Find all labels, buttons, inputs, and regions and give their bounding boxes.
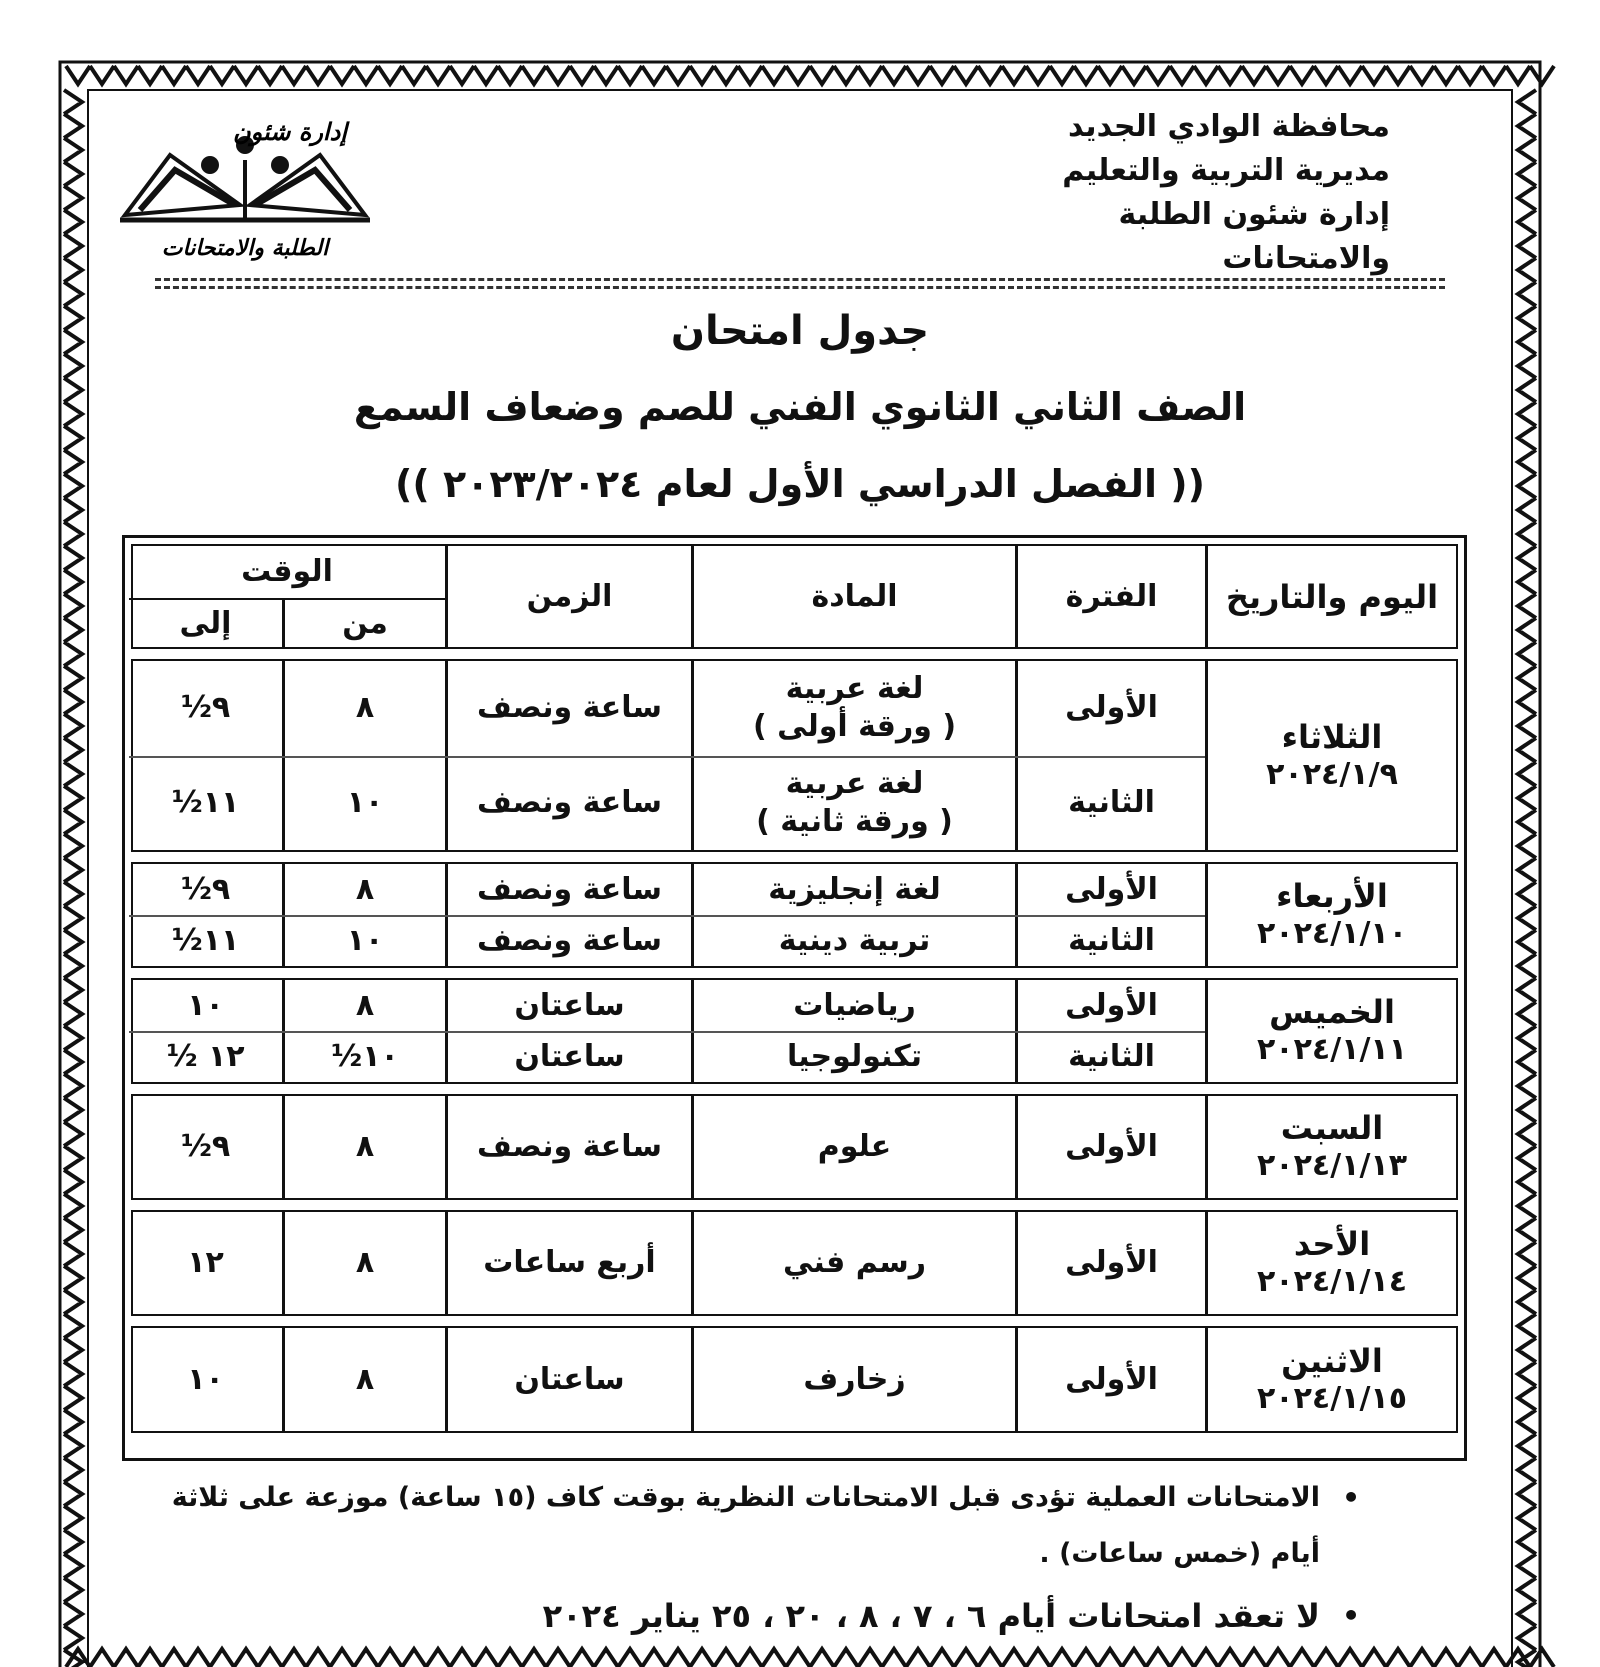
duration-cell: ساعة ونصف [476, 1129, 663, 1164]
to-cell: ٩½ [180, 690, 231, 726]
to-cell: ١٠ [187, 987, 224, 1023]
to-cell: ١١½ [171, 784, 240, 820]
day-cell [1208, 661, 1456, 850]
subject-cell: علوم [817, 1129, 892, 1164]
exam-date: ٢٠٢٤/١/١٥ [1256, 1380, 1408, 1416]
duration-cell: ساعة ونصف [476, 871, 663, 907]
day-name: الخميس [1269, 993, 1395, 1031]
header-period: الفترة [1065, 578, 1158, 614]
day-name: الأربعاء [1276, 877, 1388, 915]
day-cell [1208, 1328, 1456, 1431]
period-cell: الثانية [1068, 1038, 1155, 1074]
subject-cell: زخارف [803, 1361, 906, 1397]
header-time: الوقت [241, 554, 333, 589]
day-group [131, 1094, 1458, 1200]
duration-cell: ساعتان [514, 987, 625, 1023]
exam-date: ٢٠٢٤/١/٩ [1266, 756, 1398, 792]
duration-cell: ساعة ونصف [476, 784, 663, 820]
subject-cell [694, 756, 1015, 851]
exam-date: ٢٠٢٤/١/١٠ [1256, 916, 1408, 951]
department-name: إدارة شئون الطلبة والامتحانات [1118, 197, 1390, 276]
note-text: لا تعقد امتحانات أيام ٦ ، ٧ ، ٨ ، ٢٠ ، ٢٥ يناير ٢٠٢٤ [542, 1597, 1320, 1635]
to-cell: ١٠ [187, 1361, 224, 1397]
day-name: الاثنين [1281, 1341, 1383, 1380]
exam-date: ٢٠٢٤/١/١٣ [1256, 1148, 1408, 1183]
subject-cell: تكنولوجيا [787, 1038, 922, 1074]
day-group [131, 978, 1458, 1084]
logo-text-bottom: الطلبة والامتحانات [161, 236, 329, 261]
period-cell: الأولى [1065, 690, 1158, 726]
subject-cell: رياضيات [793, 987, 916, 1023]
to-cell: ١٢ ½ [166, 1038, 245, 1074]
subject-paper: ( ورقة ثانية ) [756, 803, 953, 839]
subject-cell [694, 661, 1015, 756]
subject-cell: لغة إنجليزية [768, 871, 941, 907]
from-cell: ١٠ [346, 784, 384, 820]
duration-cell: ساعتان [514, 1361, 625, 1397]
header-day [1208, 546, 1456, 647]
from-cell: ٨ [355, 1245, 375, 1280]
subject-cell: تربية دينية [778, 922, 931, 958]
to-cell: ٩½ [180, 1129, 231, 1164]
day-group [131, 862, 1458, 968]
institution-header [1030, 105, 1390, 281]
header-to: إلى [179, 605, 232, 641]
to-cell: ٩½ [180, 871, 231, 907]
to-cell: ١٢ [187, 1245, 224, 1280]
duration-cell: أربع ساعات [483, 1245, 656, 1280]
day-group [131, 659, 1458, 852]
period-cell: الثانية [1068, 784, 1155, 820]
day-cell [1208, 980, 1456, 1082]
note-practical-exams [140, 1470, 1360, 1582]
period-cell: الأولى [1065, 871, 1158, 907]
subject-name: لغة عربية [785, 765, 924, 801]
header-subject: المادة [811, 578, 898, 614]
subject-paper: ( ورقة أولى ) [752, 709, 957, 745]
note-no-exam-days [140, 1588, 1360, 1644]
header-from: من [342, 605, 388, 641]
note-text: الامتحانات العملية تؤدى قبل الامتحانات النظرية بوقت كاف (١٥ ساعة) موزعة على ثلاثة أيام (خمس ساعات) . [171, 1482, 1320, 1569]
notes-section [140, 1470, 1360, 1644]
exam-date: ٢٠٢٤/١/١٤ [1256, 1264, 1408, 1299]
duration-cell: ساعة ونصف [476, 922, 663, 958]
day-name: الثلاثاء [1281, 717, 1383, 756]
duration-cell: ساعتان [514, 1038, 625, 1074]
period-cell: الأولى [1065, 987, 1158, 1023]
day-name: السبت [1280, 1109, 1384, 1147]
from-cell: ٨ [355, 1361, 375, 1397]
period-cell: الأولى [1065, 1245, 1158, 1280]
from-cell: ١٠ [346, 922, 384, 958]
page-title: جدول امتحان [670, 308, 930, 354]
page-subtitle: الصف الثاني الثانوي الفني للصم وضعاف السمع [353, 385, 1247, 429]
day-cell [1208, 1096, 1456, 1198]
day-cell [1208, 1212, 1456, 1314]
table-header [131, 544, 1458, 649]
from-cell: ٨ [355, 690, 375, 726]
bullet-icon: • [1342, 1481, 1360, 1514]
header-duration: الزمن [526, 578, 613, 614]
directorate-name: مديرية التربية والتعليم [1062, 153, 1390, 188]
governorate-name: محافظة الوادي الجديد [1067, 109, 1390, 144]
from-cell: ٨ [355, 987, 375, 1023]
header-day-label: اليوم والتاريخ [1225, 577, 1439, 616]
to-cell: ١١½ [171, 922, 240, 958]
day-group [131, 1326, 1458, 1433]
day-cell [1208, 864, 1456, 966]
exam-schedule-table [122, 535, 1467, 1461]
period-cell: الأولى [1065, 1361, 1158, 1397]
from-cell: ١٠½ [331, 1038, 399, 1074]
logo-text-top: إدارة شئون [233, 118, 347, 146]
duration-cell: ساعة ونصف [476, 690, 663, 726]
from-cell: ٨ [355, 871, 375, 907]
subject-cell: رسم فني [783, 1245, 926, 1280]
period-cell: الأولى [1065, 1129, 1158, 1164]
day-name: الأحد [1293, 1225, 1371, 1263]
exam-date: ٢٠٢٤/١/١١ [1256, 1032, 1408, 1067]
subject-name: لغة عربية [785, 671, 924, 707]
from-cell: ٨ [355, 1129, 375, 1164]
header-divider [155, 278, 1445, 289]
period-cell: الثانية [1068, 922, 1155, 958]
day-group [131, 1210, 1458, 1316]
department-logo [115, 110, 375, 280]
term-title: (( الفصل الدراسي الأول لعام ٢٠٢٣/٢٠٢٤ )) [394, 462, 1205, 506]
bullet-icon: • [1342, 1599, 1360, 1632]
